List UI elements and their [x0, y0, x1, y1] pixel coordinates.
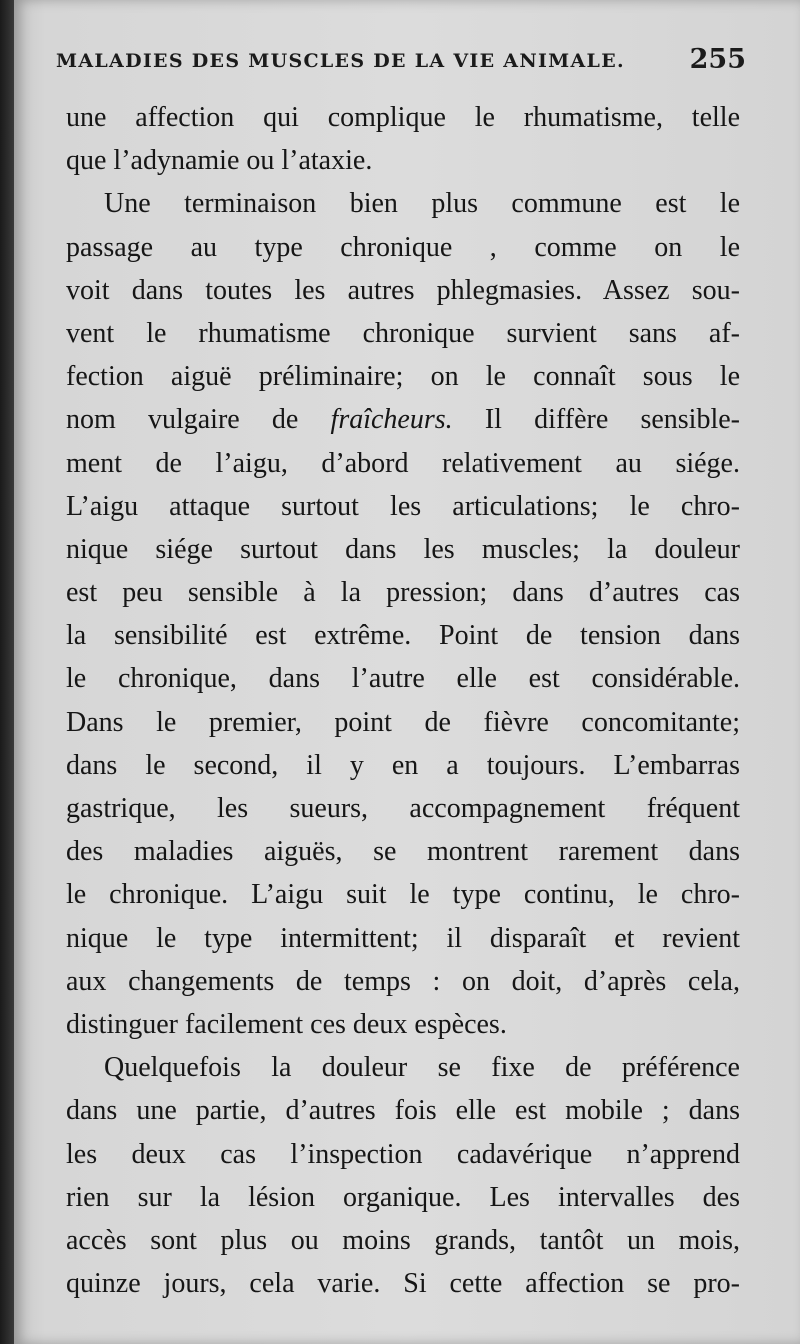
text-line: aux changements de temps : on doit, d’après cela, [66, 965, 740, 997]
text-line: quinze jours, cela varie. Si cette affection se pro- [66, 1268, 740, 1300]
text-segment: Il diffère sensible- [452, 404, 740, 436]
body-text [66, 96, 740, 1305]
text-line [66, 398, 740, 441]
text-line: vent le rhumatisme chronique survient sans af- [66, 317, 740, 349]
text-line: dans une partie, d’autres fois elle est mobile ; dans [66, 1095, 740, 1127]
text-line: nique siége surtout dans les muscles; la douleur [66, 533, 740, 565]
text-line: Dans le premier, point de fièvre concomitante; [66, 706, 740, 738]
running-head: MALADIES DES MUSCLES DE LA VIE ANIMALE. [56, 50, 625, 72]
text-line: rien sur la lésion organique. Les intervalles des [66, 1181, 740, 1213]
text-line: les deux cas l’inspection cadavérique n’apprend [66, 1138, 740, 1170]
italic-term: fraîcheurs. [330, 404, 453, 436]
text-line: distinguer facilement ces deux espèces. [66, 1008, 507, 1040]
text-line: dans le second, il y en a toujours. L’embarras [66, 749, 740, 781]
text-line: une affection qui complique le rhumatisme, telle [66, 102, 740, 133]
text-line: Une terminaison bien plus commune est le [104, 188, 740, 220]
text-line: Quelquefois la douleur se fixe de préférence [104, 1052, 740, 1084]
text-line: le chronique, dans l’autre elle est considérable. [66, 663, 740, 695]
text-line: L’aigu attaque surtout les articulations; le chro- [66, 490, 740, 522]
scan-edge [0, 0, 14, 1344]
text-segment: nom vulgaire de [66, 404, 331, 436]
text-line: que l’adynamie ou l’ataxie. [66, 145, 373, 177]
page-header [56, 44, 746, 84]
text-line: gastrique, les sueurs, accompagnement fréquent [66, 793, 740, 824]
text-line: le chronique. L’aigu suit le type continu, le chro- [66, 879, 740, 911]
text-line: fection aiguë préliminaire; on le connaît sous le [66, 361, 740, 393]
page-number: 255 [689, 44, 746, 75]
text-line: passage au type chronique , comme on le [66, 231, 740, 263]
text-line: est peu sensible à la pression; dans d’autres cas [66, 577, 740, 609]
text-line: voit dans toutes les autres phlegmasies. Assez sou- [66, 274, 740, 306]
text-line: des maladies aiguës, se montrent rarement dans [66, 836, 740, 868]
text-line: la sensibilité est extrême. Point de tension dans [66, 620, 740, 652]
text-line: nique le type intermittent; il disparaît et revient [66, 922, 740, 954]
text-line: accès sont plus ou moins grands, tantôt un mois, [66, 1224, 740, 1256]
text-line: ment de l’aigu, d’abord relativement au siége. [66, 447, 740, 479]
